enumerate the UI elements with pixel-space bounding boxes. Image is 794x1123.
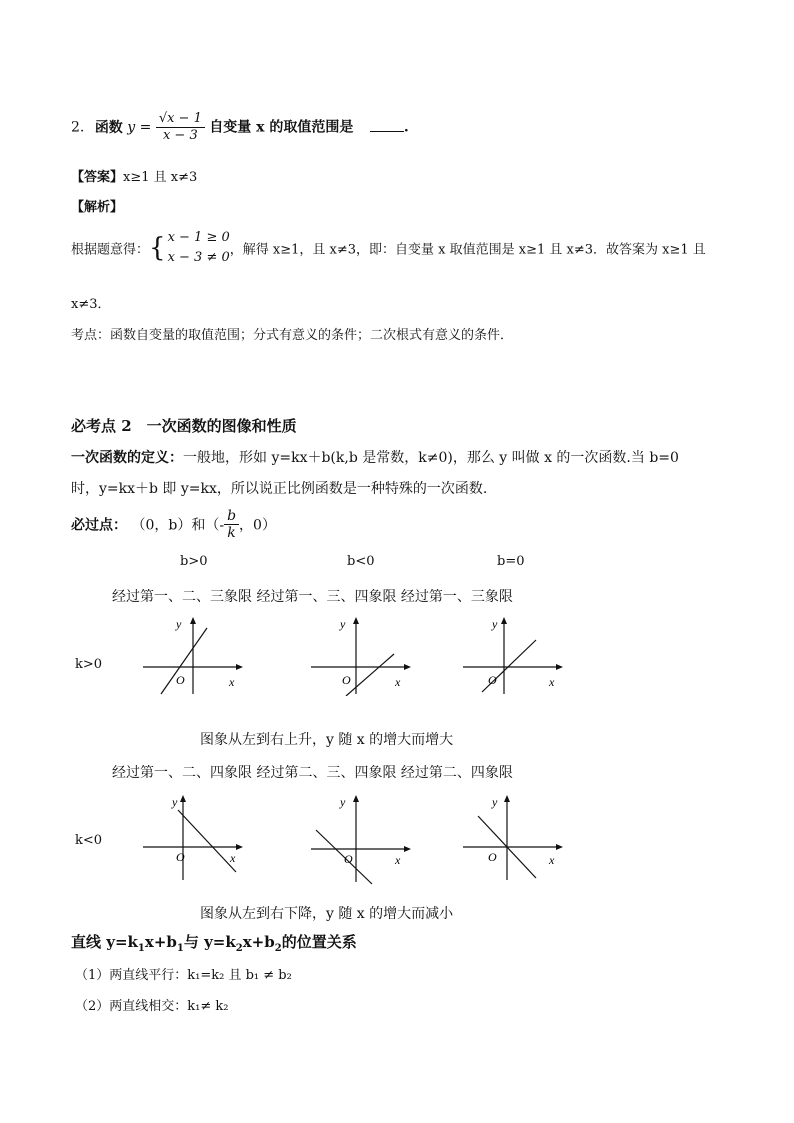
graph-kpos-bpos-x-label: x xyxy=(229,675,235,689)
relation-item-intersect: （2）两直线相交：k₁≠ k₂ xyxy=(75,999,229,1014)
pass-frac-num: b xyxy=(224,508,239,525)
graph-kneg-bpos xyxy=(140,792,245,882)
graph-kneg-bneg xyxy=(308,792,413,886)
graph-kpos-bneg-x-label: x xyxy=(395,675,401,689)
function-y: y = xyxy=(127,119,152,136)
graph-kneg-bpos-origin-label: O xyxy=(176,850,185,864)
definition-line-1 xyxy=(71,447,679,467)
pass-point-line xyxy=(71,508,276,541)
kneg-label: k<0 xyxy=(75,833,103,848)
fraction-numerator: √x − 1 xyxy=(156,111,205,128)
graph-kneg-bneg-x-label: x xyxy=(395,853,401,867)
pass-point-part1: （0，b）和（- xyxy=(131,517,225,534)
analysis-line xyxy=(71,228,706,268)
question-2 xyxy=(71,111,409,144)
graph-kpos-bpos-origin-label: O xyxy=(176,673,185,687)
pass-frac-den: k xyxy=(227,525,236,541)
relation-title-d: x+b xyxy=(242,933,275,951)
analysis-label: 【解析】 xyxy=(71,200,124,215)
graph-kneg-bzero-origin-label: O xyxy=(488,850,497,864)
pass-point-label: 必过点： xyxy=(71,517,127,534)
graph-kpos-bneg-origin-label: O xyxy=(342,673,351,687)
analysis-continuation: x≠3． xyxy=(71,297,111,312)
relation-sub-a: 1 xyxy=(137,943,145,954)
condition-2: x − 3 ≠ 0 xyxy=(167,250,230,265)
graph-kpos-bneg xyxy=(308,614,413,696)
relation-title-a: 直线 y=k xyxy=(71,933,138,951)
graph-kpos-bzero xyxy=(460,614,565,696)
relation-item-parallel: （1）两直线平行：k₁=k₂ 且 b₁ ≠ b₂ xyxy=(75,968,292,983)
header-b-negative: b<0 xyxy=(347,554,375,569)
condition-system xyxy=(168,228,230,268)
question-lead: 函数 xyxy=(94,119,123,136)
question-number: 2. xyxy=(71,119,85,136)
condition-1: x − 1 ≥ 0 xyxy=(167,230,230,245)
header-b-positive: b>0 xyxy=(180,554,208,569)
graph-kneg-bpos-y-label: y xyxy=(172,795,178,809)
definition-text-1: 一般地，形如 y=kx＋b(k,b 是常数，k≠0)，那么 y 叫做 x 的一次函数.当 b=0 xyxy=(183,450,679,466)
analysis-prefix: 根据题意得： xyxy=(71,242,150,258)
pass-point-part2: ，0） xyxy=(239,517,276,534)
question-end: . xyxy=(403,119,409,136)
question-tail: 自变量 x 的取值范围是 xyxy=(209,119,354,136)
graph-kneg-bzero xyxy=(460,792,565,882)
relation-title-b: x+b xyxy=(144,933,177,951)
pass-point-fraction xyxy=(224,508,239,541)
relation-title xyxy=(71,931,357,954)
function-fraction xyxy=(156,111,205,144)
graph-kpos-bzero-origin-label: O xyxy=(488,673,497,687)
graph-kneg-bneg-origin-label: O xyxy=(344,852,353,866)
graph-kpos-bzero-x-label: x xyxy=(549,675,555,689)
answer-blank xyxy=(370,121,404,132)
answer-label: 【答案】 xyxy=(71,170,124,185)
definition-line-2: 时，y=kx＋b 即 y=kx，所以说正比例函数是一种特殊的一次函数. xyxy=(71,481,488,497)
graph-kpos-bpos-y-label: y xyxy=(176,617,182,631)
graph-kpos-bneg-y-label: y xyxy=(340,617,346,631)
answer-line xyxy=(71,166,197,185)
kneg-quadrants: 经过第一、二、四象限 经过第二、三、四象限 经过第二、四象限 xyxy=(112,765,513,781)
relation-sub-b: 1 xyxy=(176,943,184,954)
graph-kpos-bzero-y-label: y xyxy=(492,617,498,631)
relation-sub-d: 2 xyxy=(274,943,282,954)
fraction-denominator: x − 3 xyxy=(162,128,198,143)
graph-kpos-bpos xyxy=(140,614,245,696)
relation-title-e: 的位置关系 xyxy=(281,933,357,951)
answer-value: x≥1 且 x≠3 xyxy=(123,170,198,185)
graph-kneg-bzero-y-label: y xyxy=(492,795,498,809)
analysis-suffix: ，解得 x≥1，且 x≠3，即：自变量 x 取值范围是 x≥1 且 x≠3．故答案为 x≥1 且 xyxy=(229,242,706,258)
graph-kneg-bneg-y-label: y xyxy=(340,795,346,809)
graph-kneg-bzero-x-label: x xyxy=(549,853,555,867)
kaodian: 考点：函数自变量的取值范围；分式有意义的条件；二次根式有意义的条件． xyxy=(71,328,514,343)
header-b-zero: b=0 xyxy=(497,554,525,569)
system-brace: { xyxy=(149,233,166,263)
definition-label: 一次函数的定义： xyxy=(71,450,183,466)
section-title: 必考点 2 一次函数的图像和性质 xyxy=(71,417,297,435)
kneg-description: 图象从左到右下降，y 随 x 的增大而减小 xyxy=(200,906,454,922)
relation-title-c: 与 y=k xyxy=(183,933,236,951)
kpos-description: 图象从左到右上升，y 随 x 的增大而增大 xyxy=(200,732,454,748)
relation-sub-c: 2 xyxy=(235,943,243,954)
kpos-label: k>0 xyxy=(75,657,103,672)
kpos-quadrants: 经过第一、二、三象限 经过第一、三、四象限 经过第一、三象限 xyxy=(112,589,513,605)
graph-kneg-bpos-x-label: x xyxy=(230,851,236,865)
